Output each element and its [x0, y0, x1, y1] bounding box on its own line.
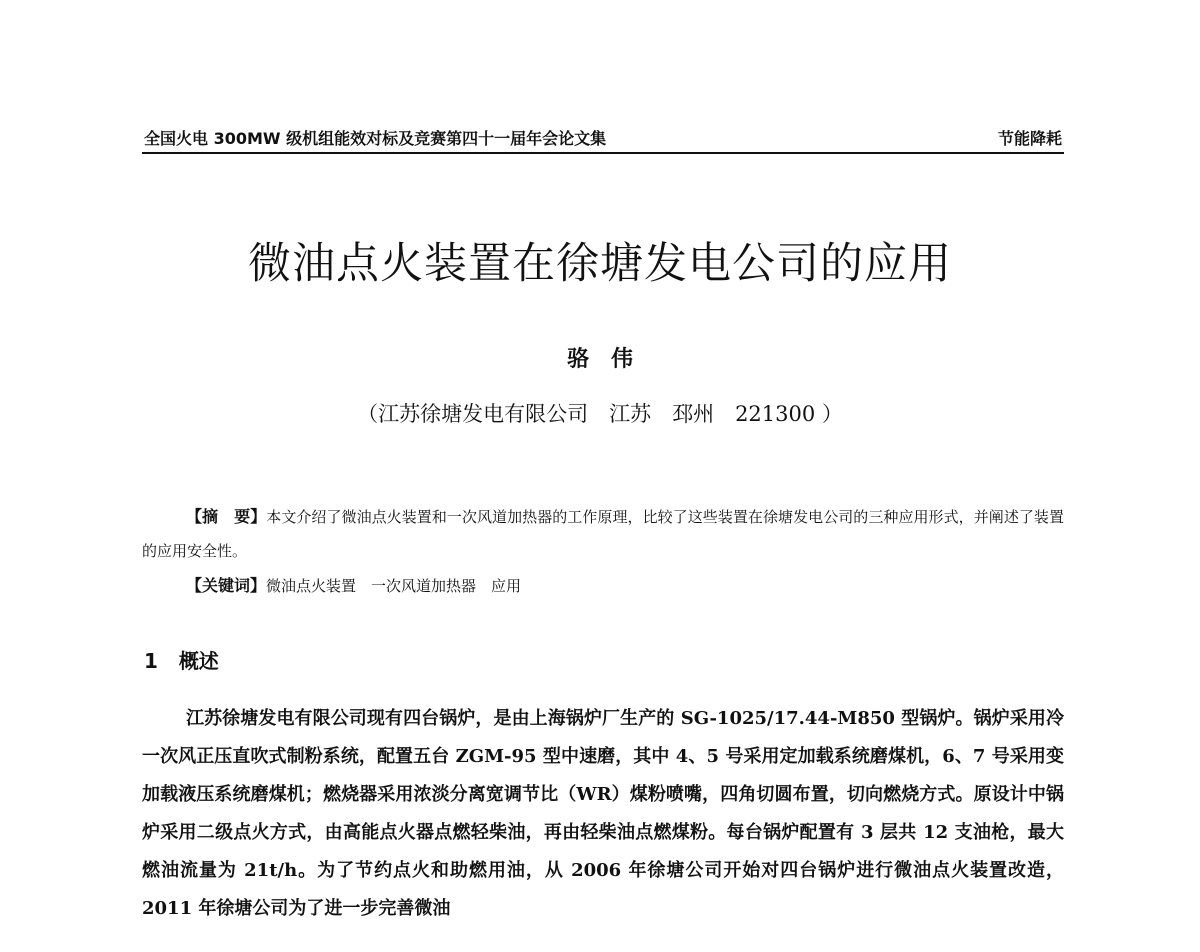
- keywords-label: 【关键词】: [186, 576, 267, 595]
- paper-author: 骆 伟: [566, 346, 633, 372]
- section-number: 1: [144, 649, 158, 673]
- header-section-label: 节能降耗: [997, 129, 1062, 148]
- abstract-label: 【摘 要】: [186, 507, 267, 526]
- section-title: 概述: [178, 649, 219, 673]
- keywords-text: 微油点火装置 一次风道加热器 应用: [266, 577, 522, 595]
- header-proceedings-title: 全国火电 300MW 级机组能效对标及竞赛第四十一届年会论文集: [144, 129, 607, 148]
- author-affiliation: （江苏徐塘发电有限公司 江苏 邳州 221300 ）: [357, 402, 843, 426]
- keywords: [186, 572, 1066, 600]
- running-header: [142, 124, 1064, 154]
- section-heading: [144, 645, 219, 674]
- paper-title: 微油点火装置在徐塘发电公司的应用: [248, 239, 952, 289]
- abstract-text: 本文介绍了微油点火装置和一次风道加热器的工作原理，比较了这些装置在徐塘发电公司的三种应用形式，并阐述了装置的应用安全性。: [142, 508, 1064, 560]
- body-paragraph-text: 江苏徐塘发电有限公司现有四台锅炉，是由上海锅炉厂生产的 SG-1025/17.44-M850 型锅炉。锅炉采用冷一次风正压直吹式制粉系统，配置五台 ZGM-95 型中速磨，其中 4、5 号采用定加载系统磨煤机，6、7 号采用变加载液压系统磨煤机；燃烧器采用浓淡分离宽调节比（WR）煤粉喷嘴，四角切圆布置，切向燃烧方式。原设计中锅炉采用二级点火方式，由高能点火器点燃轻柴油，再由轻柴油点燃煤粉。每台锅炉配置有 3 层共 12 支油枪，最大燃油流量为 21t/h。为了节约点火和助燃用油，从 2006 年徐塘公司开始对四台锅炉进行微油点火装置改造，2011 年徐塘公司为了进一步完善微油: [142, 708, 1064, 919]
- body-paragraph: [142, 700, 1064, 928]
- abstract: [142, 500, 1064, 568]
